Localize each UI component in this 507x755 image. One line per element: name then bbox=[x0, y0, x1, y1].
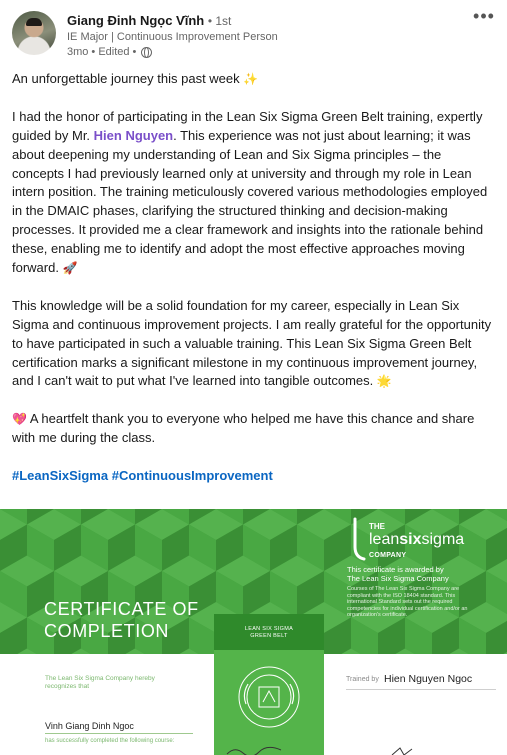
signature-mark-2 bbox=[390, 746, 420, 755]
hashtag-lean-six-sigma[interactable]: #LeanSixSigma bbox=[12, 467, 109, 483]
star-icon: 🌟 bbox=[376, 374, 392, 389]
more-options-icon[interactable]: ••• bbox=[473, 6, 495, 26]
post-intro: An unforgettable journey this past week ✨ bbox=[12, 71, 259, 86]
signature-mark bbox=[225, 746, 285, 755]
post-header bbox=[12, 6, 495, 61]
post-paragraph-training: I had the honor of participating in the Lean Six Sigma Green Belt training, expertly guided by Mr. Hien Nguyen. This experience was not just about learning; it was about deepening my understanding of Lean and Six Sigma principles – the concepts I had previously learned only at university and through my role in Lean intern position. The training meticulously covered various methodologies employed in the DMAIC phases, clarifying the structured thinking and decision-making processes. It provided me a clear framework and insights into the rationale behind these, enabling me to identify and adopt the most effective approaches moving forward. 🚀 bbox=[12, 108, 488, 276]
logo-mark-icon bbox=[346, 517, 366, 565]
post-meta bbox=[67, 46, 152, 58]
author-line bbox=[67, 13, 231, 28]
seal-emblem-icon bbox=[236, 664, 302, 730]
trained-by-label: Trained by bbox=[346, 676, 379, 683]
post-time: 3mo bbox=[67, 46, 89, 58]
rocket-icon: 🚀 bbox=[62, 261, 78, 276]
edited-label: • Edited • bbox=[91, 46, 137, 58]
lean-six-sigma-logo: THE leansixsigma COMPANY bbox=[343, 517, 493, 577]
hashtag-continuous-improvement[interactable]: #ContinuousImprovement bbox=[111, 467, 273, 483]
post-paragraph-thanks: 💖 A heartfelt thank you to everyone who helped me have this chance and share with me during the class. bbox=[12, 411, 475, 446]
post-content bbox=[12, 70, 496, 486]
recognizes-text: The Lean Six Sigma Company hereby recognizes that bbox=[45, 675, 155, 690]
mention-link[interactable]: Hien Nguyen bbox=[93, 127, 174, 143]
trainer-name: Hien Nguyen Ngoc bbox=[384, 673, 473, 685]
author-avatar[interactable] bbox=[12, 11, 56, 55]
globe-icon bbox=[141, 47, 152, 58]
green-belt-panel: LEAN SIX SIGMA GREEN BELT bbox=[214, 614, 324, 755]
certificate-image[interactable] bbox=[0, 509, 507, 755]
iso-statement: Courses of The Lean Six Sigma Company are compliant with the ISO 18404 standard. This international Standard sets out the required competencies for individual certification and/or an organization's certificate. bbox=[347, 586, 468, 619]
certificate-title: CERTIFICATE OF COMPLETION bbox=[44, 599, 199, 641]
author-headline: IE Major | Continuous Improvement Person bbox=[67, 31, 278, 43]
sparkles-icon: ✨ bbox=[243, 72, 259, 86]
post-hashtags bbox=[12, 467, 496, 486]
post-paragraph-knowledge: This knowledge will be a solid foundation for my career, especially in Lean Six Sigma and continuous improvement projects. I am really grateful for the opportunity to have participated in such a valuable training. This Lean Six Sigma Green Belt certification marks a significant milestone in my continuous improvement journey, and I can't wait to put what I've learned into tangible outcomes. 🌟 bbox=[12, 297, 492, 389]
completed-text: has successfully completed the following course: bbox=[45, 738, 175, 744]
author-name[interactable]: Giang Đinh Ngọc Vĩnh bbox=[67, 13, 205, 28]
connection-degree: • 1st bbox=[207, 14, 232, 28]
recipient-name: Vinh Giang Dinh Ngoc bbox=[45, 721, 134, 731]
heart-icon: 💖 bbox=[12, 412, 27, 427]
awarded-by: This certificate is awarded by The Lean Six Sigma Company bbox=[347, 565, 449, 583]
